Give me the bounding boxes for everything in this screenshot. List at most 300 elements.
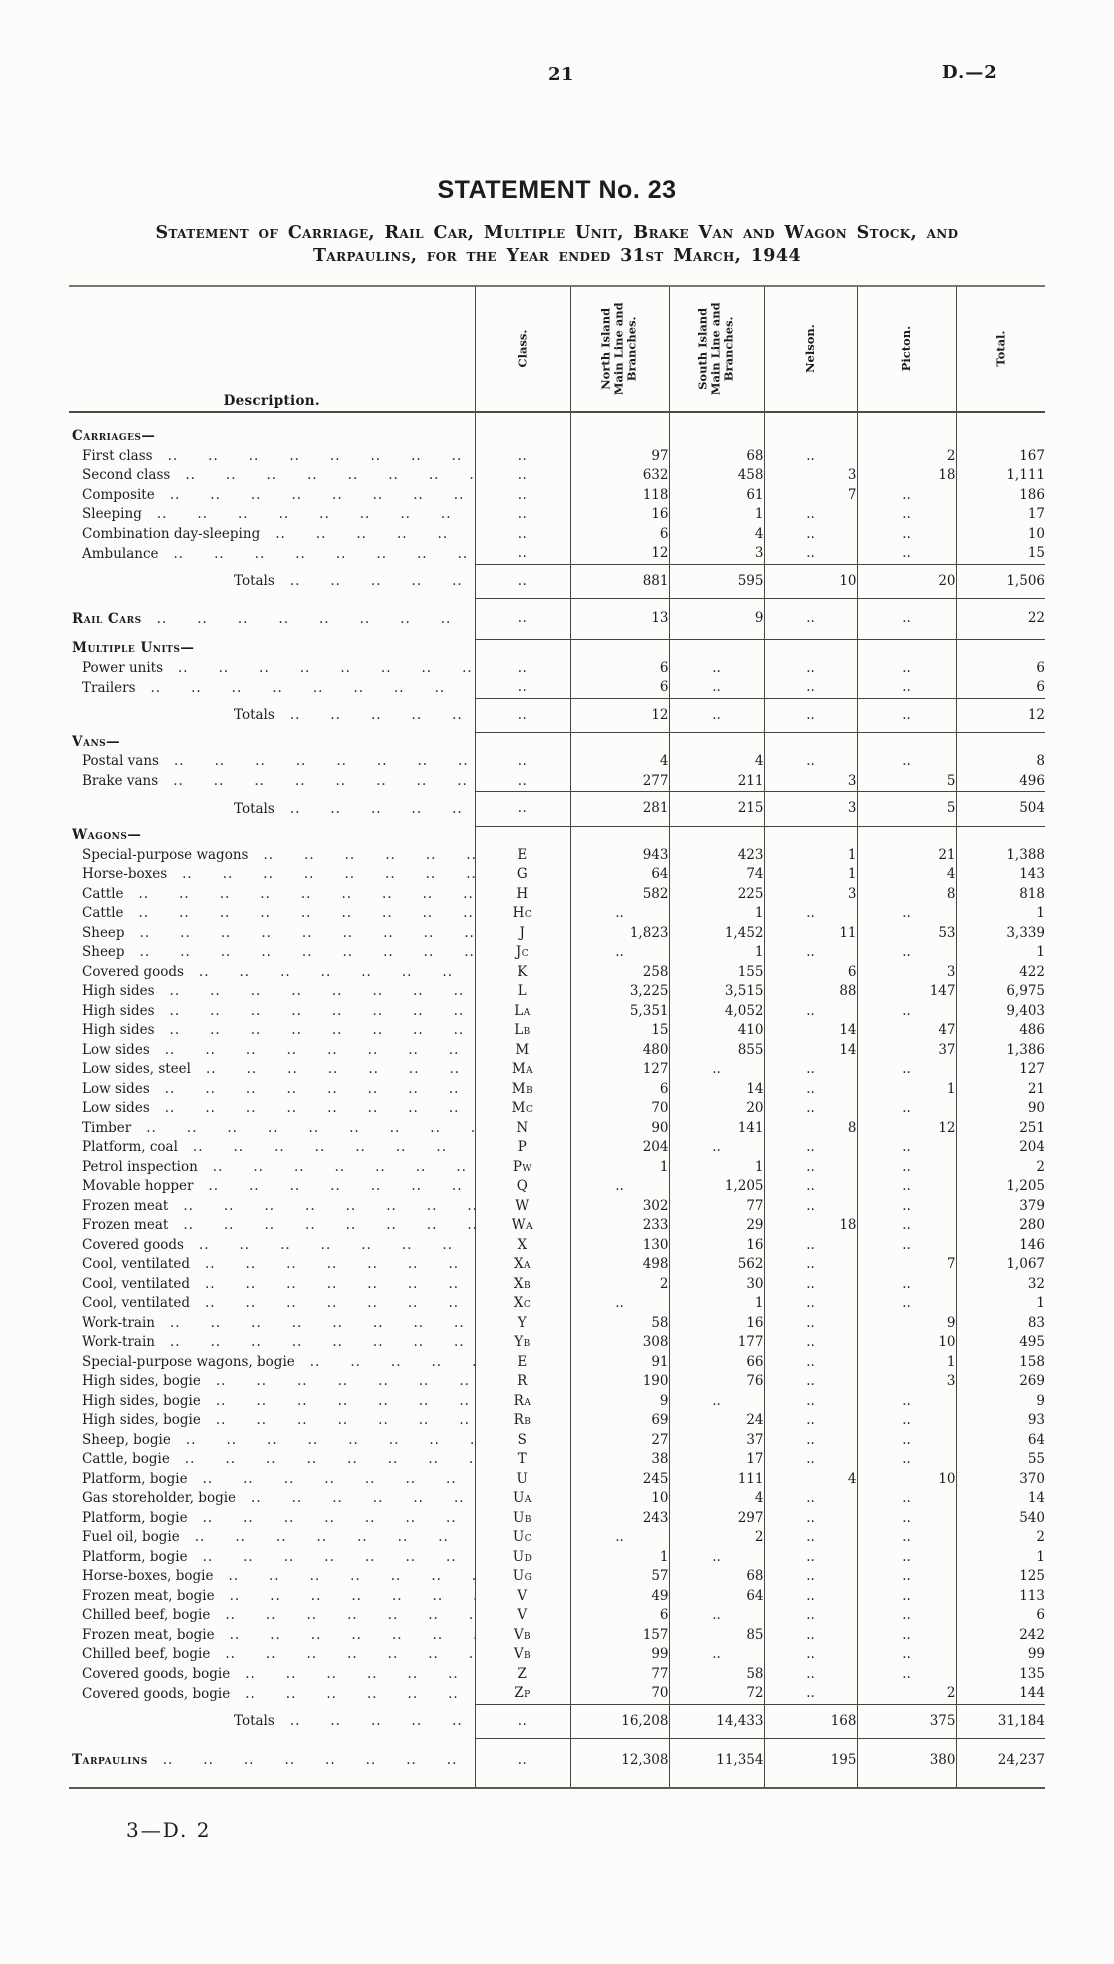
cell-total: 99 [956,1645,1045,1665]
dot-leader [148,1751,475,1771]
cell-total [956,639,1045,659]
description-wrap [69,572,475,592]
cell-description [69,733,475,753]
dot-leader [159,545,475,565]
cell-class: Ra [475,1392,570,1412]
cell-north-island: 64 [570,865,669,885]
table-row [69,1372,1045,1392]
cell-north-island: .. [570,1177,669,1197]
cell-south-island: 17 [669,1450,764,1470]
cell-nelson [764,639,857,659]
cell-description [69,1119,475,1139]
table-row [69,1216,1045,1236]
table-row [69,544,1045,564]
cell-class: .. [475,698,570,733]
description-wrap [69,963,475,983]
cell-class: R [475,1372,570,1392]
cell-north-island: 27 [570,1431,669,1451]
description-wrap [69,1645,475,1665]
table-row [69,1528,1045,1548]
cell-picton: .. [857,1567,956,1587]
cell-description [69,865,475,885]
statement-subtitle [0,222,1114,268]
cell-north-island: 233 [570,1216,669,1236]
description-wrap [69,1060,475,1080]
cell-south-island: 1,452 [669,924,764,944]
cell-north-island: 99 [570,1645,669,1665]
table-row [69,1236,1045,1256]
header-line: South Island [695,307,710,391]
dot-leader [215,1626,475,1646]
cell-class [475,733,570,753]
cell-description [69,1138,475,1158]
cell-description [69,1314,475,1334]
cell-picton: .. [857,1645,956,1665]
cell-picton [857,733,956,753]
cell-picton: 375 [857,1704,956,1739]
cell-total: 6 [956,659,1045,679]
cell-description [69,1567,475,1587]
table-row [69,1431,1045,1451]
cell-nelson: .. [764,1275,857,1295]
description-wrap [69,752,475,772]
page-number: 21 [548,64,575,85]
cell-south-island: 9 [669,599,764,640]
cell-nelson: 11 [764,924,857,944]
cell-south-island: 423 [669,846,764,866]
cell-class: Jc [475,943,570,963]
description-wrap [69,1489,475,1509]
cell-description [69,1548,475,1568]
cell-picton: .. [857,943,956,963]
dot-leader [236,1489,474,1509]
cell-description [69,1158,475,1178]
description-wrap [69,706,475,726]
cell-picton: 9 [857,1314,956,1334]
cell-north-island: 90 [570,1119,669,1139]
cell-north-island: 10 [570,1489,669,1509]
cell-south-island: 855 [669,1041,764,1061]
cell-total: 186 [956,486,1045,506]
cell-description [69,1587,475,1607]
dot-leader [170,1450,475,1470]
cell-south-island: .. [669,678,764,698]
cell-south-island: .. [669,1606,764,1626]
table-row [69,846,1045,866]
cell-north-island: 6 [570,678,669,698]
row-label: Vans— [72,733,121,750]
cell-picton: 20 [857,564,956,599]
cell-nelson: 1 [764,846,857,866]
dot-leader [159,752,475,772]
cell-picton: .. [857,659,956,679]
cell-south-island: 61 [669,486,764,506]
cell-total: 10 [956,525,1045,545]
cell-description [69,599,475,640]
cell-class: Uc [475,1528,570,1548]
section-row [69,733,1045,753]
cell-total: 1 [956,1548,1045,1568]
cell-picton: .. [857,1138,956,1158]
cell-class: .. [475,1739,570,1788]
description-wrap [69,1080,475,1100]
rotated-header-label [600,303,640,396]
cell-class: Vb [475,1626,570,1646]
description-wrap [69,1509,475,1529]
cell-class: Xb [475,1275,570,1295]
cell-total: 113 [956,1587,1045,1607]
cell-picton: 18 [857,466,956,486]
cell-north-island: 9 [570,1392,669,1412]
cell-north-island: 1 [570,1158,669,1178]
cell-south-island: 1 [669,505,764,525]
dot-leader [150,1099,475,1119]
row-label: Gas storeholder, bogie [82,1490,237,1506]
dot-leader [155,486,475,506]
cell-total: 90 [956,1099,1045,1119]
description-wrap [69,1041,475,1061]
cell-total: 32 [956,1275,1045,1295]
description-wrap [69,679,475,699]
cell-class: .. [475,447,570,467]
cell-description [69,1236,475,1256]
table-row [69,678,1045,698]
cell-south-island: 77 [669,1197,764,1217]
cell-description [69,924,475,944]
cell-class: T [475,1450,570,1470]
row-label: Totals [234,707,275,723]
row-label: Postal vans [82,753,159,769]
cell-south-island: 595 [669,564,764,599]
cell-south-island: 74 [669,865,764,885]
cell-class: Pw [475,1158,570,1178]
cell-north-island: 57 [570,1567,669,1587]
cell-north-island: .. [570,1294,669,1314]
table-row [69,1099,1045,1119]
cell-north-island: 881 [570,564,669,599]
table-header [69,286,1045,412]
cell-north-island [570,733,669,753]
description-wrap [69,1177,475,1197]
cell-total: 135 [956,1665,1045,1685]
cell-total: 1 [956,1294,1045,1314]
cell-class: Rb [475,1411,570,1431]
cell-north-island: 943 [570,846,669,866]
cell-class: Ud [475,1548,570,1568]
table-row [69,1060,1045,1080]
cell-description [69,1489,475,1509]
cell-description [69,1333,475,1353]
cell-description [69,544,475,564]
cell-picton: 5 [857,792,956,827]
header-row [69,286,1045,412]
cell-south-island: 1 [669,904,764,924]
row-label: Platform, bogie [82,1509,188,1526]
dot-leader [155,1333,475,1353]
table-row [69,1470,1045,1490]
cell-picton: .. [857,599,956,640]
cell-nelson: .. [764,1080,857,1100]
row-label: Covered goods [82,963,184,980]
cell-nelson: 168 [764,1704,857,1739]
description-wrap [69,1528,475,1548]
cell-south-island: 68 [669,447,764,467]
rotated-header-label [697,303,737,396]
row-label: Tarpaulins [72,1752,148,1768]
cell-total: 55 [956,1450,1045,1470]
cell-description [69,564,475,599]
cell-class: Ub [475,1509,570,1529]
cell-north-island: 258 [570,963,669,983]
cell-south-island: 155 [669,963,764,983]
cell-picton: .. [857,1060,956,1080]
row-label: High sides [82,983,155,999]
cell-south-island: 225 [669,885,764,905]
table-row [69,599,1045,640]
cell-total: 14 [956,1489,1045,1509]
cell-south-island: 111 [669,1470,764,1490]
description-wrap [69,826,475,846]
row-label: Low sides [82,1080,150,1097]
header-line: Total. [993,330,1008,368]
cell-nelson: 3 [764,885,857,905]
cell-description [69,698,475,733]
description-wrap [69,1158,475,1178]
cell-nelson: .. [764,1372,857,1392]
cell-class: K [475,963,570,983]
cell-class: Zp [475,1684,570,1704]
cell-south-island: .. [669,1645,764,1665]
cell-nelson: .. [764,904,857,924]
dot-leader [201,1411,475,1431]
cell-description [69,846,475,866]
column-header-north-island [570,286,669,412]
cell-south-island: 14,433 [669,1704,764,1739]
cell-class: .. [475,486,570,506]
cell-description [69,1392,475,1412]
description-wrap [69,904,475,924]
cell-picton [857,639,956,659]
cell-total: 1,506 [956,564,1045,599]
dot-leader [198,1158,475,1178]
cell-nelson: .. [764,1684,857,1704]
table-row [69,698,1045,733]
cell-total: 24,237 [956,1739,1045,1788]
cell-nelson: .. [764,1099,857,1119]
dot-leader [131,1119,474,1139]
cell-class: L [475,982,570,1002]
row-label: Covered goods, bogie [82,1665,231,1682]
subtitle-line-2: Tarpaulins, for the Year ended 31st March, 1944 [312,246,802,267]
cell-north-island: 127 [570,1060,669,1080]
table-row [69,1041,1045,1061]
cell-picton: .. [857,1392,956,1412]
cell-class: Hc [475,904,570,924]
dot-leader [150,1080,475,1100]
cell-nelson: .. [764,1197,857,1217]
dot-leader [168,1197,474,1217]
footer-mark: 3—D. 2 [126,1818,212,1842]
cell-description [69,1041,475,1061]
cell-total: 496 [956,772,1045,792]
cell-north-island: 6 [570,659,669,679]
cell-class: S [475,1431,570,1451]
header-line: Nelson. [802,324,817,374]
description-wrap [69,846,475,866]
cell-picton: .. [857,486,956,506]
cell-class: V [475,1587,570,1607]
row-label: Chilled beef, bogie [82,1646,211,1662]
table-row [69,1333,1045,1353]
cell-nelson: .. [764,505,857,525]
row-label: Special-purpose wagons [82,846,249,863]
cell-total: 17 [956,505,1045,525]
description-wrap [69,1138,475,1158]
description-wrap [69,525,475,545]
cell-total: 1,205 [956,1177,1045,1197]
cell-north-island: 6 [570,1606,669,1626]
dot-leader [155,1002,475,1022]
cell-total: 167 [956,447,1045,467]
cell-class: Vb [475,1645,570,1665]
cell-picton: .. [857,1626,956,1646]
cell-nelson: 3 [764,466,857,486]
dot-leader [184,1236,475,1256]
cell-total: 9,403 [956,1002,1045,1022]
cell-picton: .. [857,698,956,733]
row-label: Petrol inspection [82,1158,198,1175]
cell-total: 2 [956,1528,1045,1548]
cell-total: 269 [956,1372,1045,1392]
dot-leader [142,610,475,630]
cell-description [69,1294,475,1314]
dot-leader [153,447,475,467]
cell-description [69,447,475,467]
cell-nelson [764,412,857,447]
cell-picton: 380 [857,1739,956,1788]
cell-picton: 53 [857,924,956,944]
cell-south-island: 20 [669,1099,764,1119]
dot-leader [210,1606,474,1626]
description-wrap [69,1470,475,1490]
cell-nelson: .. [764,1548,857,1568]
cell-description [69,1411,475,1431]
row-label: Covered goods [82,1236,184,1253]
cell-picton: .. [857,1158,956,1178]
cell-total: 3,339 [956,924,1045,944]
cell-class: Xc [475,1294,570,1314]
cell-description [69,1739,475,1788]
cell-class: Ug [475,1567,570,1587]
cell-description [69,1255,475,1275]
cell-north-island: 2 [570,1275,669,1295]
cell-picton: 3 [857,1372,956,1392]
cell-nelson: .. [764,698,857,733]
description-wrap [69,1197,475,1217]
cell-north-island: 302 [570,1197,669,1217]
dot-leader [190,1294,475,1314]
dot-leader [201,1372,475,1392]
row-label: Totals [234,1713,275,1729]
row-label: Second class [82,467,171,483]
description-wrap [69,1099,475,1119]
cell-total: 1,386 [956,1041,1045,1061]
table-row [69,1275,1045,1295]
row-label: Work-train [82,1314,155,1331]
cell-south-island: 562 [669,1255,764,1275]
dot-leader [188,1509,475,1529]
cell-south-island: .. [669,1138,764,1158]
cell-class: .. [475,525,570,545]
header-line: Branches. [625,316,640,382]
cell-north-island: 582 [570,885,669,905]
cell-total: 6 [956,678,1045,698]
cell-picton: .. [857,1587,956,1607]
header-line: North Island [598,308,613,390]
description-wrap [69,924,475,944]
cell-north-island: .. [570,1528,669,1548]
section-row [69,639,1045,659]
cell-total: 8 [956,752,1045,772]
row-label: Multiple Units— [72,640,195,656]
cell-south-island: 16 [669,1314,764,1334]
cell-total: 143 [956,865,1045,885]
row-label: Movable hopper [82,1178,194,1194]
cell-total: 1,067 [956,1255,1045,1275]
cell-picton: .. [857,505,956,525]
cell-class: M [475,1041,570,1061]
description-wrap [69,639,475,659]
cell-class: .. [475,1704,570,1739]
cell-north-island: 5,351 [570,1002,669,1022]
cell-nelson: 18 [764,1216,857,1236]
cell-north-island: 277 [570,772,669,792]
cell-south-island: 58 [669,1665,764,1685]
cell-picton: 12 [857,1119,956,1139]
row-label: Special-purpose wagons, bogie [82,1353,295,1370]
cell-class: U [475,1470,570,1490]
table-row [69,1158,1045,1178]
cell-south-island: 4 [669,1489,764,1509]
cell-total: 127 [956,1060,1045,1080]
row-label: Platform, bogie [82,1548,188,1565]
cell-picton: 5 [857,772,956,792]
cell-picton: .. [857,904,956,924]
cell-north-island: 3,225 [570,982,669,1002]
table-row [69,525,1045,545]
cell-south-island: 177 [669,1333,764,1353]
row-label: Carriages— [72,428,156,444]
description-wrap [69,1119,475,1139]
header-line: Picton. [898,326,913,372]
stock-table [69,285,1045,1789]
cell-picton: 1 [857,1353,956,1373]
cell-description [69,505,475,525]
row-label: Sleeping [82,506,142,522]
cell-north-island: 498 [570,1255,669,1275]
description-wrap [69,1685,475,1705]
cell-north-island: 243 [570,1509,669,1529]
cell-south-island: 30 [669,1275,764,1295]
cell-picton: .. [857,752,956,772]
cell-total: 15 [956,544,1045,564]
table-row [69,1489,1045,1509]
cell-nelson: 88 [764,982,857,1002]
rotated-header-wrap [670,287,764,411]
table-row [69,1138,1045,1158]
cell-description [69,1645,475,1665]
cell-total: 21 [956,1080,1045,1100]
